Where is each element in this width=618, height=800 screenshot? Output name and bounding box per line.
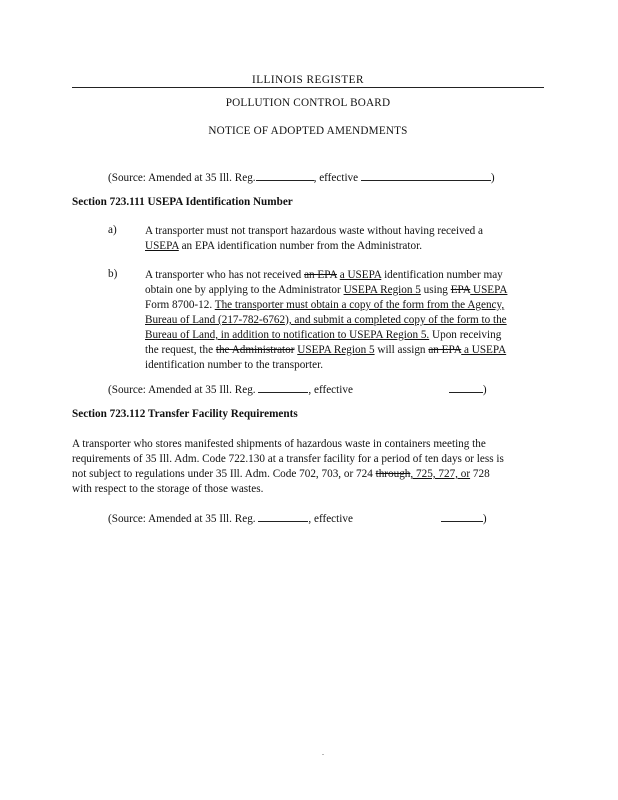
inserted-text: USEPA Region 5	[343, 284, 421, 296]
effective-blank	[449, 382, 483, 393]
effective-label: , effective	[308, 513, 353, 525]
source-line-bottom	[108, 511, 487, 525]
para-b-text-run: the request, the	[145, 344, 216, 356]
body-line: A transporter who stores manifested shipments of hazardous waste in containers meeting the	[72, 438, 486, 450]
deleted-text: an EPA	[304, 269, 337, 281]
inserted-text: USEPA Region 5	[297, 344, 375, 356]
source-prefix: (Source: Amended at 35 Ill. Reg.	[108, 513, 256, 525]
para-b-text-run: Form 8700-12.	[145, 299, 215, 311]
para-a-label: a)	[108, 224, 117, 236]
effective-label: , effective	[308, 384, 353, 396]
para-a-line2: an EPA identification number from the Administrator.	[178, 240, 422, 252]
inserted-text: USEPA	[470, 284, 508, 296]
board-title: POLLUTION CONTROL BOARD	[225, 97, 391, 109]
section-112-body	[72, 437, 544, 497]
reg-blank	[258, 382, 308, 393]
para-b-text-run: A transporter who has not received	[145, 269, 305, 281]
reg-blank	[256, 170, 314, 181]
close-paren: )	[482, 513, 487, 525]
effective-label: , effective	[313, 172, 359, 184]
notice-title: NOTICE OF ADOPTED AMENDMENTS	[208, 125, 408, 137]
effective-blank	[361, 170, 491, 181]
inserted-text: The transporter must obtain a copy of the form from the Agency,	[214, 299, 505, 311]
deleted-text: through	[375, 468, 411, 480]
deleted-text: EPA	[450, 284, 471, 296]
para-b-text-run: identification number may	[381, 269, 503, 281]
page-mark: .	[322, 748, 324, 757]
inserted-text: a USEPA	[339, 269, 382, 281]
section-111-heading: Section 723.111 USEPA Identification Number	[72, 196, 293, 208]
para-b-text-run: using	[420, 284, 451, 296]
para-b-label: b)	[108, 268, 118, 280]
section-112-heading: Section 723.112 Transfer Facility Requirements	[72, 408, 298, 420]
body-line: requirements of 35 Ill. Adm. Code 722.130 at a transfer facility for a period of ten days or less is	[72, 453, 504, 465]
para-a-line1: A transporter must not transport hazardous waste without having received a	[145, 225, 484, 237]
deleted-text: the Administrator	[215, 344, 295, 356]
para-b-text-run: identification number to the transporter.	[145, 359, 324, 371]
reg-blank	[258, 511, 308, 522]
close-paren: )	[490, 172, 495, 184]
source-line-mid	[108, 382, 487, 396]
inserted-text: USEPA	[145, 240, 179, 252]
para-b-text	[145, 268, 543, 373]
source-line-top	[108, 170, 495, 184]
body-line: with respect to the storage of those wastes.	[72, 483, 264, 495]
para-b-text-run: will assign	[374, 344, 429, 356]
para-b-text-run: Upon receiving	[429, 329, 502, 341]
close-paren: )	[482, 384, 487, 396]
effective-blank	[441, 511, 483, 522]
inserted-text: a USEPA	[461, 344, 507, 356]
inserted-text: Bureau of Land (217-782-6762), and submit a completed copy of the form to the	[145, 314, 507, 326]
inserted-text: Bureau of Land, in addition to notification to USEPA Region 5.	[145, 329, 430, 341]
deleted-text: an EPA	[428, 344, 462, 356]
body-line: 728	[470, 468, 490, 480]
register-header	[72, 73, 544, 88]
register-title: ILLINOIS REGISTER	[252, 74, 364, 86]
para-a-text	[145, 224, 543, 254]
source-prefix: (Source: Amended at 35 Ill. Reg.	[108, 172, 256, 184]
source-prefix: (Source: Amended at 35 Ill. Reg.	[108, 384, 256, 396]
para-b-text-run: obtain one by applying to the Administrator	[145, 284, 344, 296]
inserted-text: , 725, 727, or	[410, 468, 471, 480]
body-line: not subject to regulations under 35 Ill. Adm. Code 702, 703, or 724	[72, 468, 376, 480]
